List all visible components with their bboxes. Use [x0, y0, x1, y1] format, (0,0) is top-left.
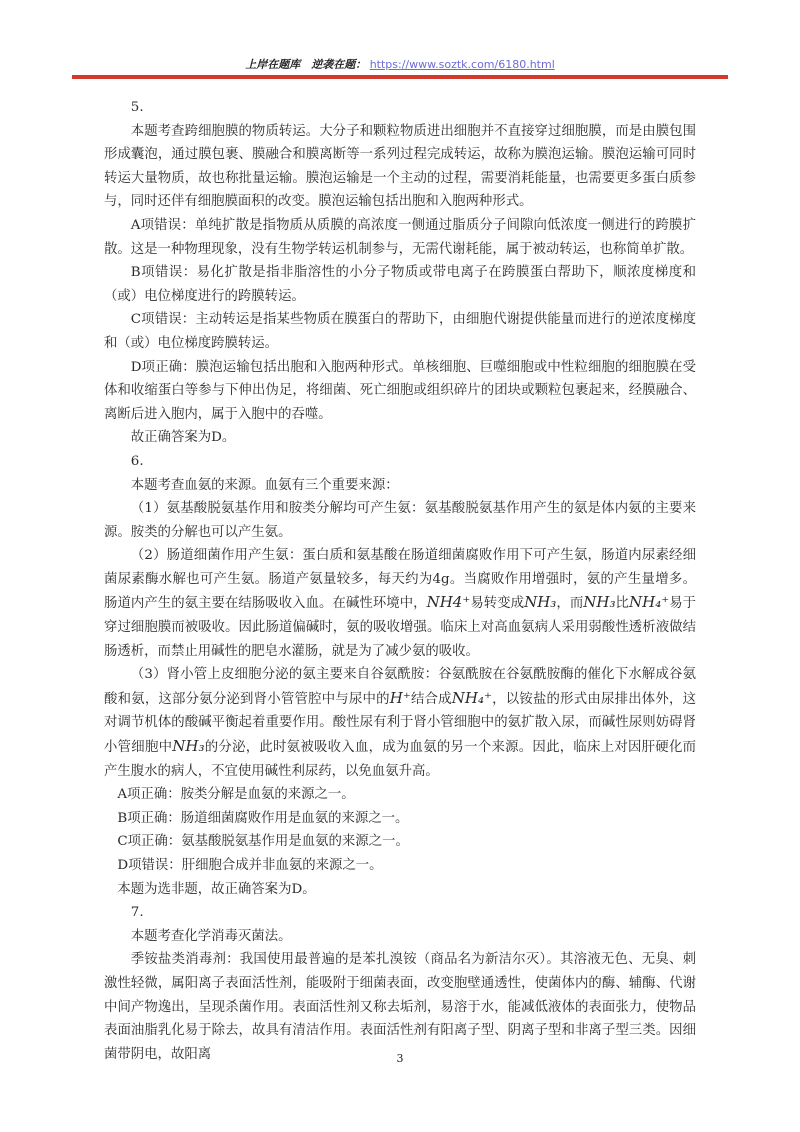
q6-answer: 本题为选非题，故正确答案为D。 [117, 881, 316, 897]
formula-nh3: NH₃ [524, 593, 557, 612]
document-body [104, 96, 696, 1066]
q7-number: 7. [130, 905, 144, 921]
q6-s2-text-b: 易转变成 [470, 596, 525, 612]
q6-intro: 本题考查血氨的来源。血氨有三个重要来源： [130, 477, 399, 493]
q6-option-c: C项正确：氨基酸脱氨基作用是血氨的来源之一。 [117, 834, 409, 850]
formula-nh4: NH₄⁺ [451, 688, 492, 707]
q6-source-1: （1）氨基酸脱氨基作用和胺类分解均可产生氨：氨基酸脱氨基作用产生的氨是体内氨的主要来源。胺类的分解也可以产生氨。 [104, 501, 696, 540]
q5-option-d: D项正确：膜泡运输包括出胞和入胞两种形式。单核细胞、巨噬细胞或中性粒细胞的细胞膜在受体和收缩蛋白等参与下伸出伪足，将细菌、死亡细胞或组织碎片的团块或颗粒包裹起来，经膜融合、离断后进入胞内，属于入胞中的吞噬。 [104, 359, 696, 422]
q6-s2-text-c: ，而 [556, 596, 584, 612]
formula-nh3: NH₃ [172, 737, 205, 756]
q6-s3-text-a: （3）肾小管上皮细胞分泌的氨主要来自谷氨酰胺：谷氨酰胺在谷氨酰胺酶的催化下水解成谷氨酸和氨，这部分氨分泌到肾小管管腔中与尿中的 [104, 667, 696, 707]
header-rule [72, 75, 728, 79]
formula-nh3: NH₃ [583, 593, 616, 612]
header-site-name: 上岸在题库 逆袭在题： [245, 58, 367, 71]
q6-source-3 [104, 663, 696, 783]
q6-number: 6. [130, 453, 144, 469]
q6-option-a: A项正确：胺类分解是血氨的来源之一。 [117, 787, 355, 803]
q6-s3-text-d: 的分泌，此时氨被吸收入血，成为血氨的另一个来源。因此，临床上对因肝硬化而产生腹水的病人，不宜使用碱性利尿药，以免血氨升高。 [104, 740, 696, 779]
formula-nh4: NH4⁺ [426, 593, 471, 612]
q6-option-b: B项正确：肠道细菌腐败作用是血氨的来源之一。 [117, 810, 409, 826]
q5-option-c: C项错误：主动转运是指某些物质在膜蛋白的帮助下，由细胞代谢提供能量而进行的逆浓度梯度和（或）电位梯度跨膜转运。 [104, 312, 696, 351]
page-header [72, 58, 728, 72]
q5-option-a: A项错误：单纯扩散是指物质从质膜的高浓度一侧通过脂质分子间隙向低浓度一侧进行的跨膜扩散。这是一种物理现象，没有生物学转运机制参与，无需代谢耗能，属于被动转运，也称简单扩散。 [104, 217, 696, 257]
q6-s3-text-c: ，以铵盐的形式由尿排出体外，这对调节机体的酸碱平衡起着重要作用。酸性尿有利于肾小管细胞中的氨扩散入尿，而碱性尿则妨碍肾小管细胞中 [104, 691, 697, 756]
formula-h-ion: H⁺ [389, 688, 411, 707]
q6-option-d: D项错误：肝细胞合成并非血氨的来源之一。 [117, 858, 383, 873]
q5-paragraph: 本题考查跨细胞膜的物质转运。大分子和颗粒物质进出细胞并不直接穿过细胞膜，而是由膜包围形成囊泡，通过膜包裹、膜融合和膜离断等一系列过程完成转运，故称为膜泡运输。膜泡运输可同时转运大量物质，故也称批量运输。膜泡运输是一个主动的过程，需要消耗能量，也需要更多蛋白质参与，同时还伴有细胞膜面积的改变。膜泡运输包括出胞和入胞两种形式。 [104, 123, 696, 210]
q6-s2-text-d: 比 [615, 596, 629, 612]
q6-s3-text-b: 结合成 [410, 691, 452, 707]
q6-s2-text-e: 易于穿过细胞膜而被吸收。因此肠道偏碱时，氨的吸收增强。临床上对高血氨病人采用弱酸性透析液做结肠透析，而禁止用碱性的肥皂水灌肠，就是为了减少氨的吸收。 [104, 596, 697, 659]
q5-option-b: B项错误：易化扩散是指非脂溶性的小分子物质或带电离子在跨膜蛋白帮助下，顺浓度梯度和（或）电位梯度进行的跨膜转运。 [104, 265, 696, 304]
page-number: 3 [396, 1052, 404, 1065]
formula-nh4: NH₄⁺ [629, 593, 670, 612]
q6-s2-text-a: （2）肠道细菌作用产生氨：蛋白质和氨基酸在肠道细菌腐败作用下可产生氨，肠道内尿素经细菌尿素酶水解也可产生氨。肠道产氨量较多，每天约为4g。当腐败作用增强时，氨的产生量增多。肠道内产生的氨主要在结肠吸收入血。在碱性环境中， [104, 548, 696, 612]
q6-source-2 [104, 544, 696, 663]
q7-paragraph: 季铵盐类消毒剂：我国使用最普遍的是苯扎溴铵（商品名为新洁尔灭）。其溶液无色、无臭、刺激性轻微，属阳离子表面活性剂，能吸附于细菌表面，改变胞壁通透性，使菌体内的酶、辅酶、代谢中间产物逸出，呈现杀菌作用。表面活性剂又称去垢剂，易溶于水，能减低液体的表面张力，使物品表面油脂乳化易于除去，故具有清洁作用。表面活性剂有阳离子型、阴离子型和非离子型三类。因细菌带阴电，故阳离 [104, 952, 696, 1062]
header-url-link[interactable]: https://www.soztk.com/6180.html [369, 58, 555, 71]
q5-answer: 故正确答案为D。 [130, 430, 236, 446]
q7-intro: 本题考查化学消毒灭菌法。 [130, 928, 292, 944]
q5-number: 5. [130, 100, 144, 115]
